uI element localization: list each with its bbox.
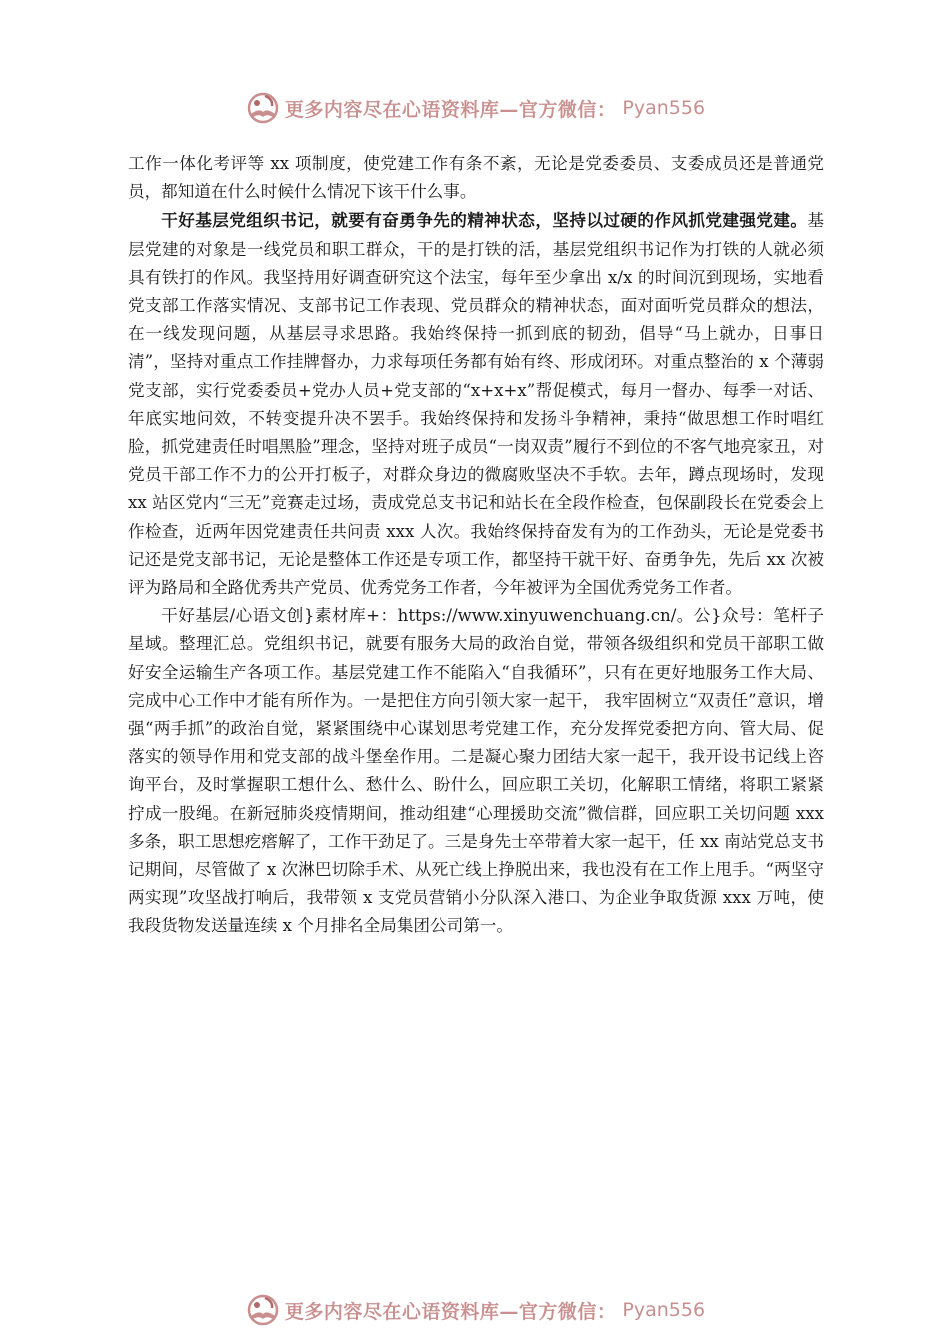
footer-banner: [0, 1290, 950, 1330]
footer-banner-text: 更多内容尽在心语资料库—官方微信：: [284, 1300, 617, 1323]
paragraph-3: [128, 602, 824, 940]
paragraph-1: [128, 150, 824, 206]
header-wechat-id: Pyan556: [622, 97, 706, 119]
header-banner-text: 更多内容尽在心语资料库—官方微信：: [284, 98, 617, 121]
header-banner: [0, 88, 950, 128]
paragraph-2: [128, 206, 824, 602]
book-logo-icon: [245, 1292, 281, 1328]
paragraph-3-text: 干好基层/心语文创}素材库+：https://www.xinyuwenchuang.cn/。公}众号：笔杆子星域。整理汇总。党组织书记，就要有服务大局的政治自觉，带领各级组织和党员干部职工做好安全运输生产各项工作。基层党建工作不能陷入“自我循环”，只有在更好地服务工作大局、完成中心工作中才能有所作为。一是把住方向引领大家一起干， 我牢固树立“双责任”意识，增强“两手抓”的政治自觉，紧紧围绕中心谋划思考党建工作，充分发挥党委把方向、管大局、促落实的领导作用和党支部的战斗堡垒作用。二是凝心聚力团结大家一起干，我开设书记线上咨询平台，及时掌握职工想什么、愁什么、盼什么，回应职工关切，化解职工情绪，将职工紧紧拧成一股绳。在新冠肺炎疫情期间，推动组建“心理援助交流”微信群，回应职工关切问题 xxx 多条，职工思想疙瘩解了，工作干劲足了。三是身先士卒带着大家一起干，任 xx 南站党总支书记期间，尽管做了 x 次淋巴切除手术、从死亡线上挣脱出来，我也没有在工作上甩手。“两坚守两实现”攻坚战打响后，我带领 x 支党员营销小分队深入港口、为企业争取货源 xxx 万吨，使我段货物发送量连续 x 个月排名全局集团公司第一。: [128, 606, 824, 936]
book-logo-icon: [245, 90, 281, 126]
paragraph-2-lead: 干好基层党组织书记，就要有奋勇争先的精神状态，坚持以过硬的作风抓党建强党建。: [161, 210, 808, 231]
paragraph-2-text: 基层党建的对象是一线党员和职工群众，干的是打铁的活，基层党组织书记作为打铁的人就必须具有铁打的作风。我坚持用好调查研究这个法宝，每年至少拿出 x/x 的时间沉到现场，实地看党支部工作落实情况、支部书记工作表现、党员群众的精神状态，面对面听党员群众的想法，在一线发现问题，从基层寻求思路。我始终保持一抓到底的韧劲，倡导“马上就办，日事日清”，坚持对重点工作挂牌督办，力求每项任务都有始有终、形成闭环。对重点整治的 x 个薄弱党支部，实行党委委员+党办人员+党支部的“x+x+x”帮促模式，每月一督办、每季一对话、年底实地问效，不转变提升决不罢手。我始终保持和发扬斗争精神，秉持“做思想工作时唱红脸，抓党建责任时唱黑脸”理念，坚持对班子成员“一岗双责”履行不到位的不客气地亮家丑，对党员干部工作不力的公开打板子，对群众身边的微腐败坚决不手软。去年，蹲点现场时，发现 xx 站区党内“三无”竞赛走过场，责成党总支书记和站长在全段作检查，包保副段长在党委会上作检查，近两年因党建责任共问责 xxx 人次。我始终保持奋发有为的工作劲头，无论是党委书记还是党支部书记，无论是整体工作还是专项工作，都坚持干就干好、奋勇争先，先后 xx 次被评为路局和全路优秀共产党员、优秀党务工作者，今年被评为全国优秀党务工作者。: [128, 211, 824, 598]
paragraph-1-text: 工作一体化考评等 xx 项制度，使党建工作有条不紊，无论是党委委员、支委成员还是普通党员，都知道在什么时候什么情况下该干什么事。: [128, 154, 824, 202]
footer-wechat-id: Pyan556: [622, 1299, 706, 1321]
document-body: [128, 150, 824, 941]
